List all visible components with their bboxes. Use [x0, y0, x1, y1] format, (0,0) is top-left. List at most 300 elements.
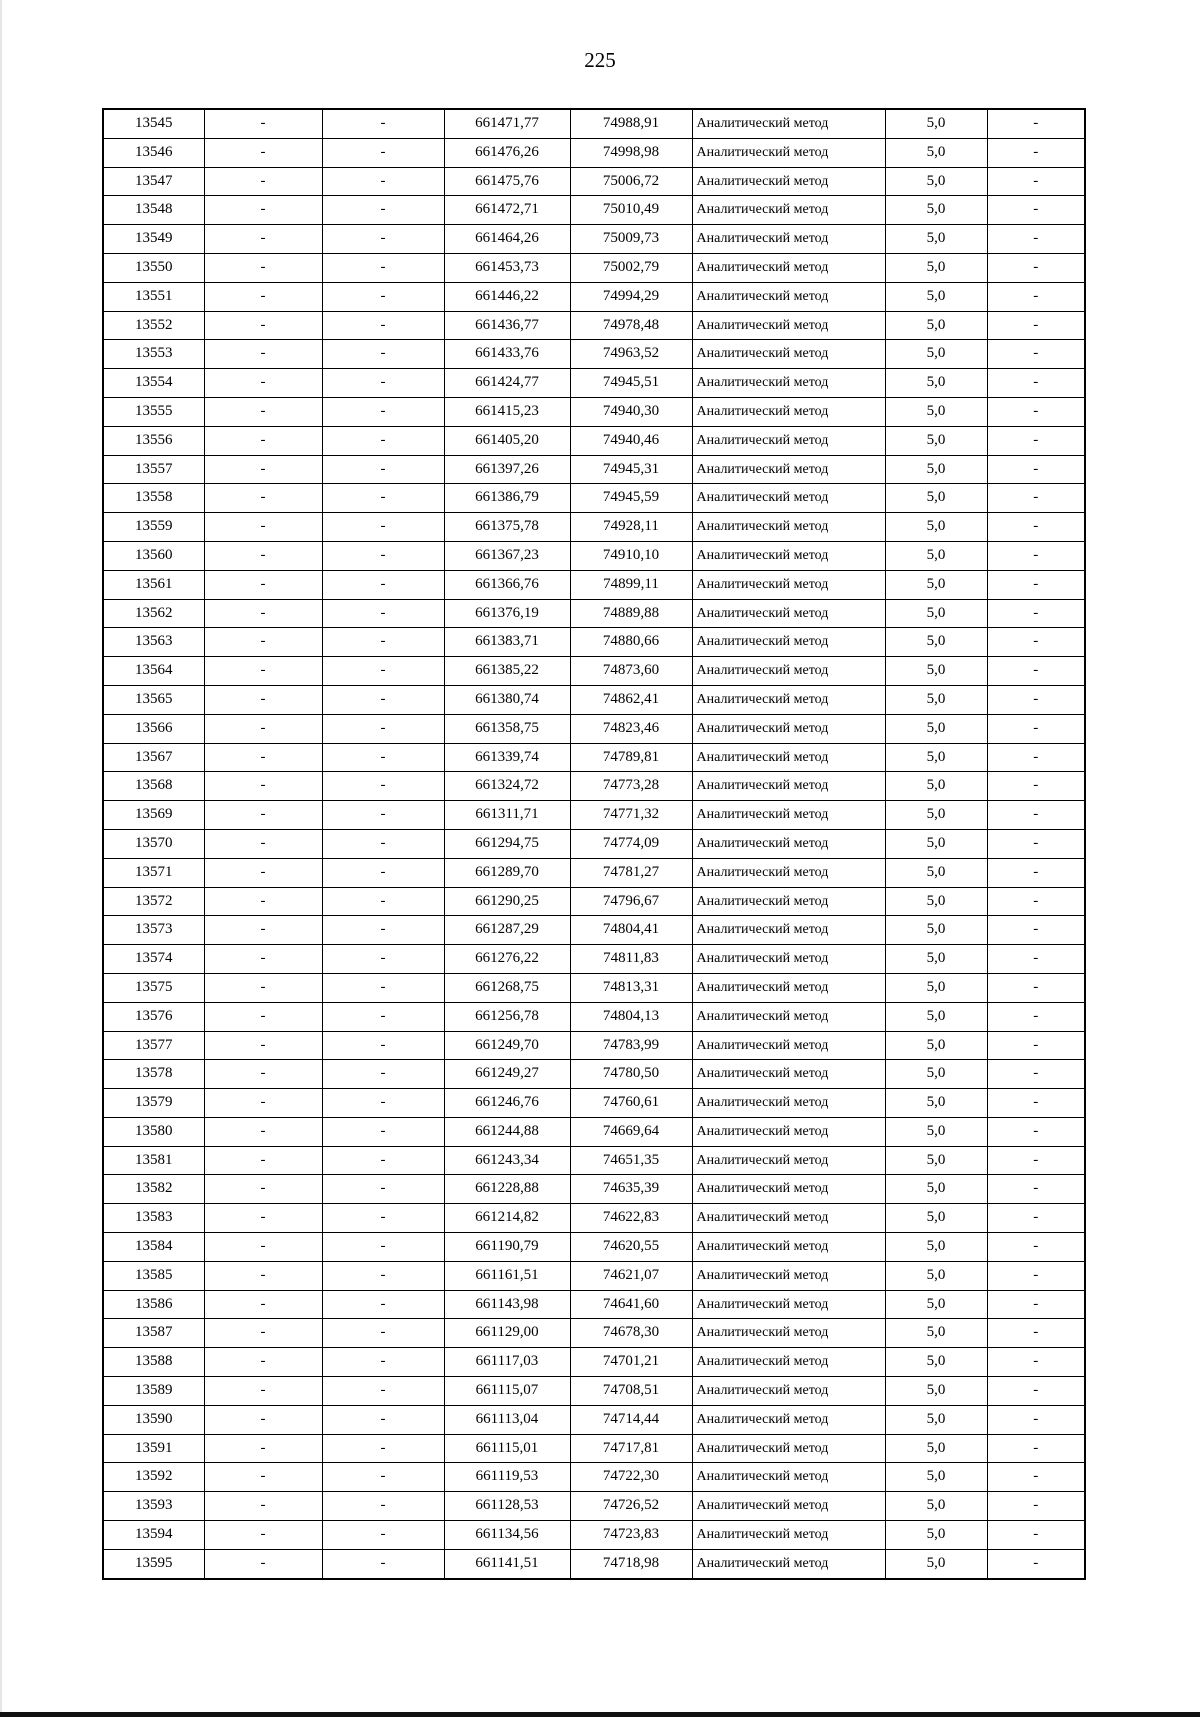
accuracy-cell: 5,0 [885, 570, 987, 599]
column-2-cell: - [204, 1204, 322, 1233]
y-coordinate-cell: 74714,44 [570, 1405, 692, 1434]
method-cell: Аналитический метод [692, 1031, 885, 1060]
x-coordinate-cell: 661415,23 [444, 397, 570, 426]
column-8-cell: - [987, 1261, 1085, 1290]
column-8-cell: - [987, 167, 1085, 196]
column-8-cell: - [987, 916, 1085, 945]
y-coordinate-cell: 74994,29 [570, 282, 692, 311]
method-cell: Аналитический метод [692, 1089, 885, 1118]
column-2-cell: - [204, 340, 322, 369]
column-2-cell: - [204, 570, 322, 599]
column-3-cell: - [322, 685, 444, 714]
y-coordinate-cell: 74701,21 [570, 1348, 692, 1377]
x-coordinate-cell: 661446,22 [444, 282, 570, 311]
x-coordinate-cell: 661397,26 [444, 455, 570, 484]
column-3-cell: - [322, 397, 444, 426]
accuracy-cell: 5,0 [885, 282, 987, 311]
column-3-cell: - [322, 1405, 444, 1434]
x-coordinate-cell: 661475,76 [444, 167, 570, 196]
column-8-cell: - [987, 253, 1085, 282]
x-coordinate-cell: 661385,22 [444, 657, 570, 686]
table-row [103, 397, 1085, 426]
y-coordinate-cell: 74910,10 [570, 541, 692, 570]
y-coordinate-cell: 74678,30 [570, 1319, 692, 1348]
column-8-cell: - [987, 1434, 1085, 1463]
column-8-cell: - [987, 801, 1085, 830]
method-cell: Аналитический метод [692, 801, 885, 830]
table-row [103, 484, 1085, 513]
accuracy-cell: 5,0 [885, 1319, 987, 1348]
method-cell: Аналитический метод [692, 1463, 885, 1492]
accuracy-cell: 5,0 [885, 196, 987, 225]
column-8-cell: - [987, 369, 1085, 398]
column-8-cell: - [987, 1146, 1085, 1175]
method-cell: Аналитический метод [692, 109, 885, 138]
table-row [103, 1319, 1085, 1348]
column-2-cell: - [204, 1463, 322, 1492]
point-number-cell: 13587 [103, 1319, 204, 1348]
column-3-cell: - [322, 1233, 444, 1262]
column-3-cell: - [322, 513, 444, 542]
column-3-cell: - [322, 426, 444, 455]
accuracy-cell: 5,0 [885, 1434, 987, 1463]
column-8-cell: - [987, 1463, 1085, 1492]
column-2-cell: - [204, 1233, 322, 1262]
accuracy-cell: 5,0 [885, 973, 987, 1002]
table-row [103, 1492, 1085, 1521]
point-number-cell: 13572 [103, 887, 204, 916]
method-cell: Аналитический метод [692, 599, 885, 628]
y-coordinate-cell: 75010,49 [570, 196, 692, 225]
column-8-cell: - [987, 282, 1085, 311]
point-number-cell: 13577 [103, 1031, 204, 1060]
point-number-cell: 13595 [103, 1549, 204, 1578]
y-coordinate-cell: 74620,55 [570, 1233, 692, 1262]
x-coordinate-cell: 661324,72 [444, 772, 570, 801]
accuracy-cell: 5,0 [885, 887, 987, 916]
point-number-cell: 13567 [103, 743, 204, 772]
coordinates-table-wrapper [102, 108, 1086, 1580]
method-cell: Аналитический метод [692, 167, 885, 196]
accuracy-cell: 5,0 [885, 858, 987, 887]
accuracy-cell: 5,0 [885, 541, 987, 570]
column-3-cell: - [322, 484, 444, 513]
table-row [103, 1117, 1085, 1146]
method-cell: Аналитический метод [692, 1319, 885, 1348]
y-coordinate-cell: 74621,07 [570, 1261, 692, 1290]
column-2-cell: - [204, 945, 322, 974]
x-coordinate-cell: 661190,79 [444, 1233, 570, 1262]
point-number-cell: 13550 [103, 253, 204, 282]
x-coordinate-cell: 661249,27 [444, 1060, 570, 1089]
y-coordinate-cell: 74880,66 [570, 628, 692, 657]
accuracy-cell: 5,0 [885, 1060, 987, 1089]
method-cell: Аналитический метод [692, 225, 885, 254]
x-coordinate-cell: 661117,03 [444, 1348, 570, 1377]
column-3-cell: - [322, 1348, 444, 1377]
table-row [103, 541, 1085, 570]
table-row [103, 772, 1085, 801]
table-body [103, 109, 1085, 1579]
accuracy-cell: 5,0 [885, 945, 987, 974]
method-cell: Аналитический метод [692, 138, 885, 167]
method-cell: Аналитический метод [692, 887, 885, 916]
y-coordinate-cell: 74899,11 [570, 570, 692, 599]
column-3-cell: - [322, 628, 444, 657]
accuracy-cell: 5,0 [885, 628, 987, 657]
method-cell: Аналитический метод [692, 484, 885, 513]
x-coordinate-cell: 661134,56 [444, 1521, 570, 1550]
table-row [103, 369, 1085, 398]
column-8-cell: - [987, 1002, 1085, 1031]
column-2-cell: - [204, 484, 322, 513]
table-row [103, 1261, 1085, 1290]
column-2-cell: - [204, 714, 322, 743]
point-number-cell: 13568 [103, 772, 204, 801]
y-coordinate-cell: 74945,51 [570, 369, 692, 398]
x-coordinate-cell: 661141,51 [444, 1549, 570, 1578]
x-coordinate-cell: 661294,75 [444, 829, 570, 858]
table-row [103, 743, 1085, 772]
method-cell: Аналитический метод [692, 1549, 885, 1578]
column-2-cell: - [204, 916, 322, 945]
table-row [103, 945, 1085, 974]
column-8-cell: - [987, 1089, 1085, 1118]
accuracy-cell: 5,0 [885, 829, 987, 858]
column-2-cell: - [204, 1060, 322, 1089]
column-3-cell: - [322, 1290, 444, 1319]
point-number-cell: 13565 [103, 685, 204, 714]
column-3-cell: - [322, 340, 444, 369]
column-8-cell: - [987, 1031, 1085, 1060]
column-8-cell: - [987, 1348, 1085, 1377]
point-number-cell: 13548 [103, 196, 204, 225]
column-3-cell: - [322, 858, 444, 887]
method-cell: Аналитический метод [692, 397, 885, 426]
column-2-cell: - [204, 1405, 322, 1434]
column-2-cell: - [204, 541, 322, 570]
accuracy-cell: 5,0 [885, 253, 987, 282]
page-number: 225 [584, 48, 616, 72]
x-coordinate-cell: 661276,22 [444, 945, 570, 974]
x-coordinate-cell: 661471,77 [444, 109, 570, 138]
y-coordinate-cell: 75006,72 [570, 167, 692, 196]
column-3-cell: - [322, 282, 444, 311]
column-3-cell: - [322, 1117, 444, 1146]
table-row [103, 225, 1085, 254]
table-row [103, 887, 1085, 916]
column-2-cell: - [204, 1492, 322, 1521]
x-coordinate-cell: 661367,23 [444, 541, 570, 570]
method-cell: Аналитический метод [692, 1492, 885, 1521]
y-coordinate-cell: 74783,99 [570, 1031, 692, 1060]
column-2-cell: - [204, 887, 322, 916]
column-8-cell: - [987, 541, 1085, 570]
method-cell: Аналитический метод [692, 1002, 885, 1031]
column-8-cell: - [987, 743, 1085, 772]
coordinates-table [102, 108, 1086, 1580]
x-coordinate-cell: 661246,76 [444, 1089, 570, 1118]
y-coordinate-cell: 74717,81 [570, 1434, 692, 1463]
column-8-cell: - [987, 109, 1085, 138]
column-8-cell: - [987, 1117, 1085, 1146]
y-coordinate-cell: 74773,28 [570, 772, 692, 801]
accuracy-cell: 5,0 [885, 1405, 987, 1434]
x-coordinate-cell: 661287,29 [444, 916, 570, 945]
x-coordinate-cell: 661268,75 [444, 973, 570, 1002]
y-coordinate-cell: 74789,81 [570, 743, 692, 772]
column-8-cell: - [987, 628, 1085, 657]
y-coordinate-cell: 74940,46 [570, 426, 692, 455]
method-cell: Аналитический метод [692, 1521, 885, 1550]
column-2-cell: - [204, 138, 322, 167]
point-number-cell: 13575 [103, 973, 204, 1002]
point-number-cell: 13569 [103, 801, 204, 830]
column-2-cell: - [204, 1089, 322, 1118]
x-coordinate-cell: 661289,70 [444, 858, 570, 887]
accuracy-cell: 5,0 [885, 1492, 987, 1521]
x-coordinate-cell: 661244,88 [444, 1117, 570, 1146]
accuracy-cell: 5,0 [885, 1549, 987, 1578]
column-8-cell: - [987, 1319, 1085, 1348]
column-8-cell: - [987, 685, 1085, 714]
column-8-cell: - [987, 599, 1085, 628]
column-3-cell: - [322, 1434, 444, 1463]
point-number-cell: 13578 [103, 1060, 204, 1089]
column-2-cell: - [204, 1002, 322, 1031]
point-number-cell: 13554 [103, 369, 204, 398]
point-number-cell: 13558 [103, 484, 204, 513]
method-cell: Аналитический метод [692, 1204, 885, 1233]
table-row [103, 1089, 1085, 1118]
point-number-cell: 13556 [103, 426, 204, 455]
column-2-cell: - [204, 1549, 322, 1578]
method-cell: Аналитический метод [692, 743, 885, 772]
column-8-cell: - [987, 772, 1085, 801]
column-3-cell: - [322, 829, 444, 858]
point-number-cell: 13551 [103, 282, 204, 311]
column-2-cell: - [204, 397, 322, 426]
table-row [103, 253, 1085, 282]
method-cell: Аналитический метод [692, 685, 885, 714]
column-3-cell: - [322, 541, 444, 570]
point-number-cell: 13590 [103, 1405, 204, 1434]
x-coordinate-cell: 661424,77 [444, 369, 570, 398]
point-number-cell: 13580 [103, 1117, 204, 1146]
column-8-cell: - [987, 397, 1085, 426]
point-number-cell: 13563 [103, 628, 204, 657]
column-3-cell: - [322, 369, 444, 398]
x-coordinate-cell: 661161,51 [444, 1261, 570, 1290]
column-8-cell: - [987, 1233, 1085, 1262]
table-row [103, 455, 1085, 484]
column-8-cell: - [987, 138, 1085, 167]
x-coordinate-cell: 661464,26 [444, 225, 570, 254]
column-2-cell: - [204, 426, 322, 455]
column-3-cell: - [322, 945, 444, 974]
table-row [103, 1146, 1085, 1175]
table-row [103, 685, 1085, 714]
method-cell: Аналитический метод [692, 714, 885, 743]
method-cell: Аналитический метод [692, 829, 885, 858]
accuracy-cell: 5,0 [885, 1377, 987, 1406]
accuracy-cell: 5,0 [885, 1521, 987, 1550]
column-8-cell: - [987, 570, 1085, 599]
column-2-cell: - [204, 657, 322, 686]
point-number-cell: 13566 [103, 714, 204, 743]
accuracy-cell: 5,0 [885, 455, 987, 484]
y-coordinate-cell: 74641,60 [570, 1290, 692, 1319]
method-cell: Аналитический метод [692, 369, 885, 398]
y-coordinate-cell: 75002,79 [570, 253, 692, 282]
y-coordinate-cell: 74722,30 [570, 1463, 692, 1492]
y-coordinate-cell: 74978,48 [570, 311, 692, 340]
column-3-cell: - [322, 455, 444, 484]
table-row [103, 599, 1085, 628]
point-number-cell: 13571 [103, 858, 204, 887]
table-row [103, 1204, 1085, 1233]
method-cell: Аналитический метод [692, 1117, 885, 1146]
accuracy-cell: 5,0 [885, 772, 987, 801]
column-2-cell: - [204, 225, 322, 254]
column-8-cell: - [987, 657, 1085, 686]
y-coordinate-cell: 74998,98 [570, 138, 692, 167]
accuracy-cell: 5,0 [885, 1204, 987, 1233]
column-2-cell: - [204, 513, 322, 542]
x-coordinate-cell: 661249,70 [444, 1031, 570, 1060]
point-number-cell: 13557 [103, 455, 204, 484]
table-row [103, 1348, 1085, 1377]
point-number-cell: 13546 [103, 138, 204, 167]
x-coordinate-cell: 661311,71 [444, 801, 570, 830]
table-row [103, 1521, 1085, 1550]
y-coordinate-cell: 74635,39 [570, 1175, 692, 1204]
scan-edge [0, 0, 2, 1717]
accuracy-cell: 5,0 [885, 138, 987, 167]
column-3-cell: - [322, 599, 444, 628]
point-number-cell: 13588 [103, 1348, 204, 1377]
x-coordinate-cell: 661228,88 [444, 1175, 570, 1204]
method-cell: Аналитический метод [692, 1348, 885, 1377]
column-3-cell: - [322, 109, 444, 138]
column-2-cell: - [204, 1319, 322, 1348]
column-8-cell: - [987, 455, 1085, 484]
method-cell: Аналитический метод [692, 945, 885, 974]
point-number-cell: 13559 [103, 513, 204, 542]
y-coordinate-cell: 74804,41 [570, 916, 692, 945]
x-coordinate-cell: 661405,20 [444, 426, 570, 455]
x-coordinate-cell: 661113,04 [444, 1405, 570, 1434]
accuracy-cell: 5,0 [885, 743, 987, 772]
column-2-cell: - [204, 1117, 322, 1146]
column-2-cell: - [204, 253, 322, 282]
column-8-cell: - [987, 484, 1085, 513]
point-number-cell: 13574 [103, 945, 204, 974]
method-cell: Аналитический метод [692, 657, 885, 686]
column-8-cell: - [987, 513, 1085, 542]
accuracy-cell: 5,0 [885, 397, 987, 426]
method-cell: Аналитический метод [692, 1060, 885, 1089]
table-row [103, 714, 1085, 743]
column-3-cell: - [322, 167, 444, 196]
accuracy-cell: 5,0 [885, 1348, 987, 1377]
point-number-cell: 13585 [103, 1261, 204, 1290]
point-number-cell: 13547 [103, 167, 204, 196]
column-3-cell: - [322, 311, 444, 340]
column-2-cell: - [204, 628, 322, 657]
accuracy-cell: 5,0 [885, 484, 987, 513]
table-row [103, 1377, 1085, 1406]
column-2-cell: - [204, 599, 322, 628]
point-number-cell: 13593 [103, 1492, 204, 1521]
accuracy-cell: 5,0 [885, 1261, 987, 1290]
x-coordinate-cell: 661375,78 [444, 513, 570, 542]
method-cell: Аналитический метод [692, 1377, 885, 1406]
point-number-cell: 13545 [103, 109, 204, 138]
column-2-cell: - [204, 196, 322, 225]
y-coordinate-cell: 74945,31 [570, 455, 692, 484]
x-coordinate-cell: 661453,73 [444, 253, 570, 282]
accuracy-cell: 5,0 [885, 1031, 987, 1060]
method-cell: Аналитический метод [692, 196, 885, 225]
x-coordinate-cell: 661366,76 [444, 570, 570, 599]
column-3-cell: - [322, 801, 444, 830]
column-8-cell: - [987, 1175, 1085, 1204]
method-cell: Аналитический метод [692, 916, 885, 945]
column-2-cell: - [204, 1261, 322, 1290]
x-coordinate-cell: 661128,53 [444, 1492, 570, 1521]
y-coordinate-cell: 74708,51 [570, 1377, 692, 1406]
column-3-cell: - [322, 196, 444, 225]
column-3-cell: - [322, 570, 444, 599]
method-cell: Аналитический метод [692, 340, 885, 369]
column-2-cell: - [204, 829, 322, 858]
table-row [103, 1031, 1085, 1060]
table-row [103, 657, 1085, 686]
x-coordinate-cell: 661376,19 [444, 599, 570, 628]
point-number-cell: 13586 [103, 1290, 204, 1319]
y-coordinate-cell: 74622,83 [570, 1204, 692, 1233]
column-3-cell: - [322, 743, 444, 772]
table-row [103, 340, 1085, 369]
column-3-cell: - [322, 1060, 444, 1089]
method-cell: Аналитический метод [692, 1175, 885, 1204]
x-coordinate-cell: 661433,76 [444, 340, 570, 369]
table-row [103, 1434, 1085, 1463]
x-coordinate-cell: 661436,77 [444, 311, 570, 340]
method-cell: Аналитический метод [692, 426, 885, 455]
point-number-cell: 13576 [103, 1002, 204, 1031]
table-row [103, 1060, 1085, 1089]
column-2-cell: - [204, 167, 322, 196]
column-2-cell: - [204, 455, 322, 484]
accuracy-cell: 5,0 [885, 167, 987, 196]
y-coordinate-cell: 74823,46 [570, 714, 692, 743]
accuracy-cell: 5,0 [885, 513, 987, 542]
column-3-cell: - [322, 1261, 444, 1290]
accuracy-cell: 5,0 [885, 685, 987, 714]
x-coordinate-cell: 661214,82 [444, 1204, 570, 1233]
table-row [103, 1175, 1085, 1204]
column-2-cell: - [204, 1434, 322, 1463]
table-row [103, 1233, 1085, 1262]
y-coordinate-cell: 74771,32 [570, 801, 692, 830]
point-number-cell: 13562 [103, 599, 204, 628]
column-8-cell: - [987, 1549, 1085, 1578]
column-2-cell: - [204, 685, 322, 714]
point-number-cell: 13579 [103, 1089, 204, 1118]
y-coordinate-cell: 74889,88 [570, 599, 692, 628]
